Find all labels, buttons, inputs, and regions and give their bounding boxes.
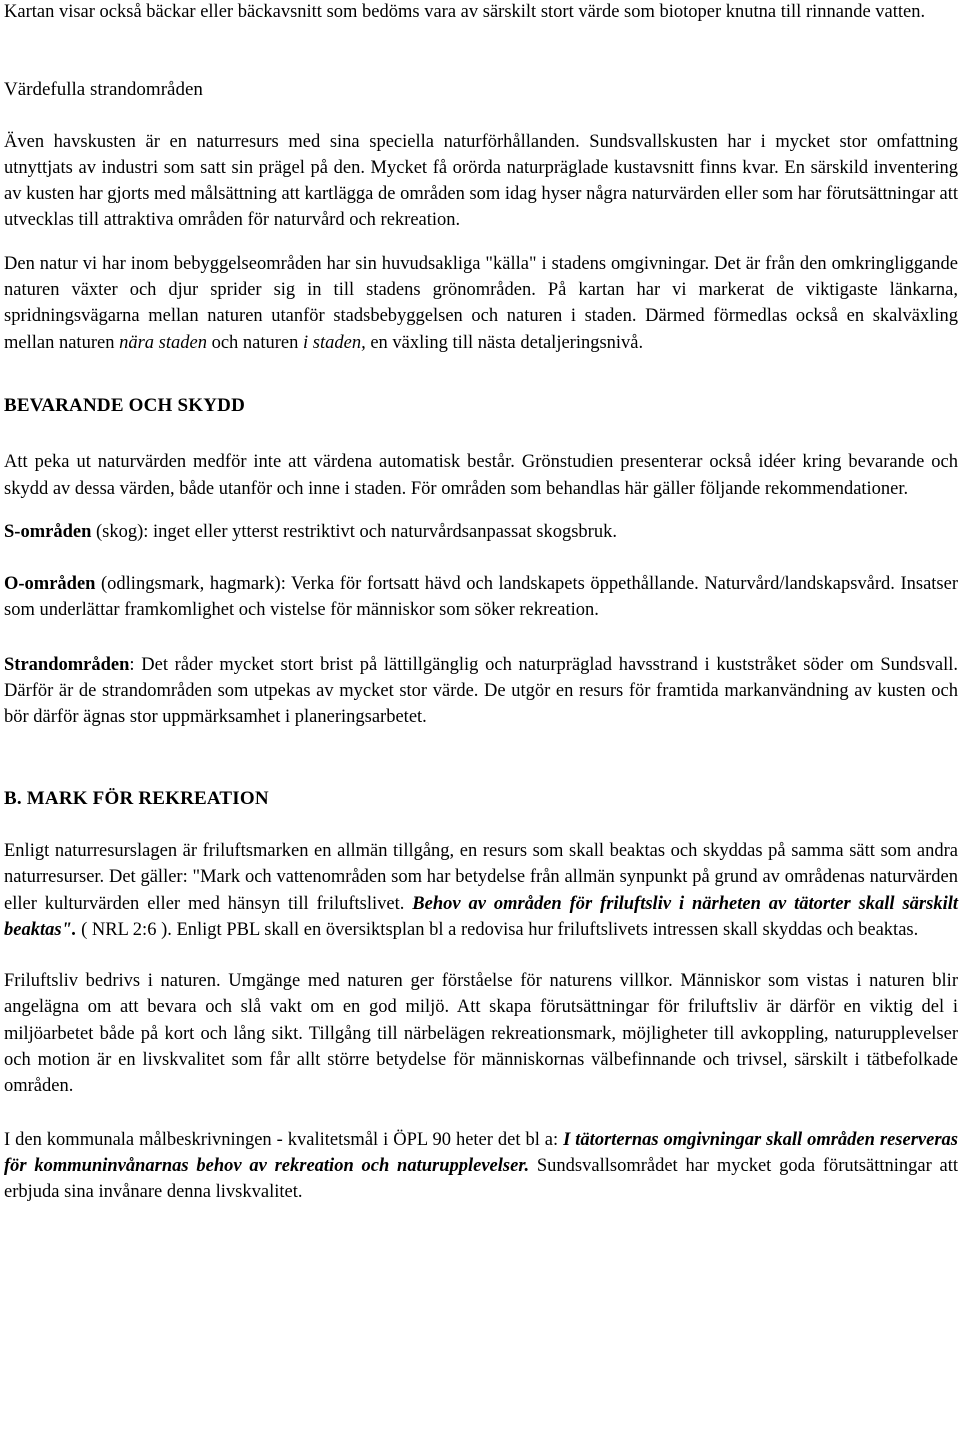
quote-behov-av-omraden: Behov av områden för friluftsliv i närheten av tätorter skall särskilt beaktas".: [4, 893, 958, 940]
strand-paragraph-2: [4, 251, 958, 356]
rekreation-paragraph-3: [4, 1127, 958, 1206]
rekreation-paragraph-2: Friluftsliv bedrivs i naturen. Umgänge med naturen ger förståelse för naturens villkor. Människor som vistas i naturen blir angelägna om att bevara och slå vakt om en god miljö. Att skapa förutsättningar för friluftsliv är därför en viktig del i miljöarbetet både på kort och lång sikt. Tillgång till närbelägen rekreationsmark, möjligheter till avkoppling, naturupplevelser och motion är en livskvalitet som får allt större betydelse för människornas välbefinnande och trivsel, särskilt i tätbefolkade områden.: [4, 971, 958, 1097]
term-s-omraden: S-områden: [4, 521, 92, 542]
rekreation-paragraph-1: [4, 838, 958, 943]
document-page: [4, 0, 958, 1206]
bevarande-paragraph: Att peka ut naturvärden medför inte att värdena automatisk består. Grönstudien presenterar också idéer kring bevarande och skydd av dessa värden, både utanför och inne i staden. För områden som behandlas här gäller följande rekommendationer.: [4, 452, 958, 499]
strand-paragraph-1: Även havskusten är en naturresurs med sina speciella naturförhållanden. Sundsvallskusten har i mycket stor omfattning utnyttjats av industri som satt sin prägel på den. Mycket få orörda naturpräglade kustavsnitt finns kvar. En särskild inventering av kusten har gjorts med målsättning att kartlägga de områden som idag hyser några naturvärden eller som har förutsättningar att utvecklas till attraktiva områden för naturvård och rekreation.: [4, 131, 958, 231]
recommendation-strandomraden: [4, 652, 958, 731]
quote-tatorternas-omgivningar: I tätorternas omgivningar skall områden reserveras för kommuninvånarnas behov av rekreation och naturupplevelser.: [4, 1129, 958, 1176]
recommendation-o-omraden: [4, 571, 958, 624]
text-run: I den kommunala målbeskrivningen - kvalitetsmål i ÖPL 90 heter det bl a:: [4, 1129, 564, 1150]
text-run: Den natur vi har inom bebyggelseområden har sin huvudsakliga "källa" i stadens omgivningar. Det är från den omkringliggande naturen växter och djur sprider sig in till stadens grönområden. På kartan har vi markerat de viktigaste länkarna, spridningsvägarna mellan naturen utanför stadsbebyggelsen och naturen i staden. Därmed förmedlas också en skalväxling mellan naturen: [4, 253, 958, 353]
text-run: (odlingsmark, hagmark): Verka för fortsatt hävd och landskapets öppethållande. Naturvård/landskapsvård. Insatser som underlättar framkomlighet och vistelse för människor som söker rekreation.: [4, 574, 958, 621]
text-run: : Det råder mycket stort brist på lättillgänglig och naturpräglad havsstrand i kuststråket söder om Sundsvall. Därför är de strandområden som utpekas av mycket stor värde. De utgör en resurs för framtida markanvändning av kusten och bör därför ägnas stor uppmärksamhet i planeringsarbetet.: [4, 654, 958, 728]
term-strandomraden: Strandområden: [4, 654, 130, 675]
text-run: (skog): inget eller ytterst restriktivt och naturvårdsanpassat skogsbruk.: [91, 521, 617, 542]
emphasis-nara-staden: nära staden: [119, 332, 207, 353]
section-heading-rekreation: B. MARK FÖR REKREATION: [4, 787, 269, 809]
text-run: en växling till nästa detaljeringsnivå.: [365, 332, 644, 353]
section-heading-strandomraden: Värdefulla strandområden: [4, 79, 203, 101]
text-run: Enligt naturresurslagen är friluftsmarken en allmän tillgång, en resurs som skall beaktas och skyddas på samma sätt som andra naturresurser. Det gäller: "Mark och vattenområden som har betydelse från allmän synpunkt på grund av områdenas naturvärden eller kulturvärden eller med hänsyn till friluftslivet.: [4, 840, 958, 914]
text-run: ( NRL 2:6 ). Enligt PBL skall en översiktsplan bl a redovisa hur friluftslivets intressen skall skyddas och beaktas.: [76, 919, 919, 940]
text-run: och naturen: [206, 332, 304, 353]
term-o-omraden: O-områden: [4, 574, 96, 595]
intro-paragraph: Kartan visar också bäckar eller bäckavsnitt som bedöms vara av särskilt stort värde som biotoper knutna till rinnande vatten.: [4, 2, 926, 22]
emphasis-i-staden: i staden,: [303, 332, 366, 353]
text-run: Sundsvallsområdet har mycket goda förutsättningar att erbjuda sina invånare denna livskvalitet.: [4, 1155, 958, 1203]
recommendation-s-omraden: [4, 519, 958, 545]
section-heading-bevarande: BEVARANDE OCH SKYDD: [4, 394, 245, 416]
